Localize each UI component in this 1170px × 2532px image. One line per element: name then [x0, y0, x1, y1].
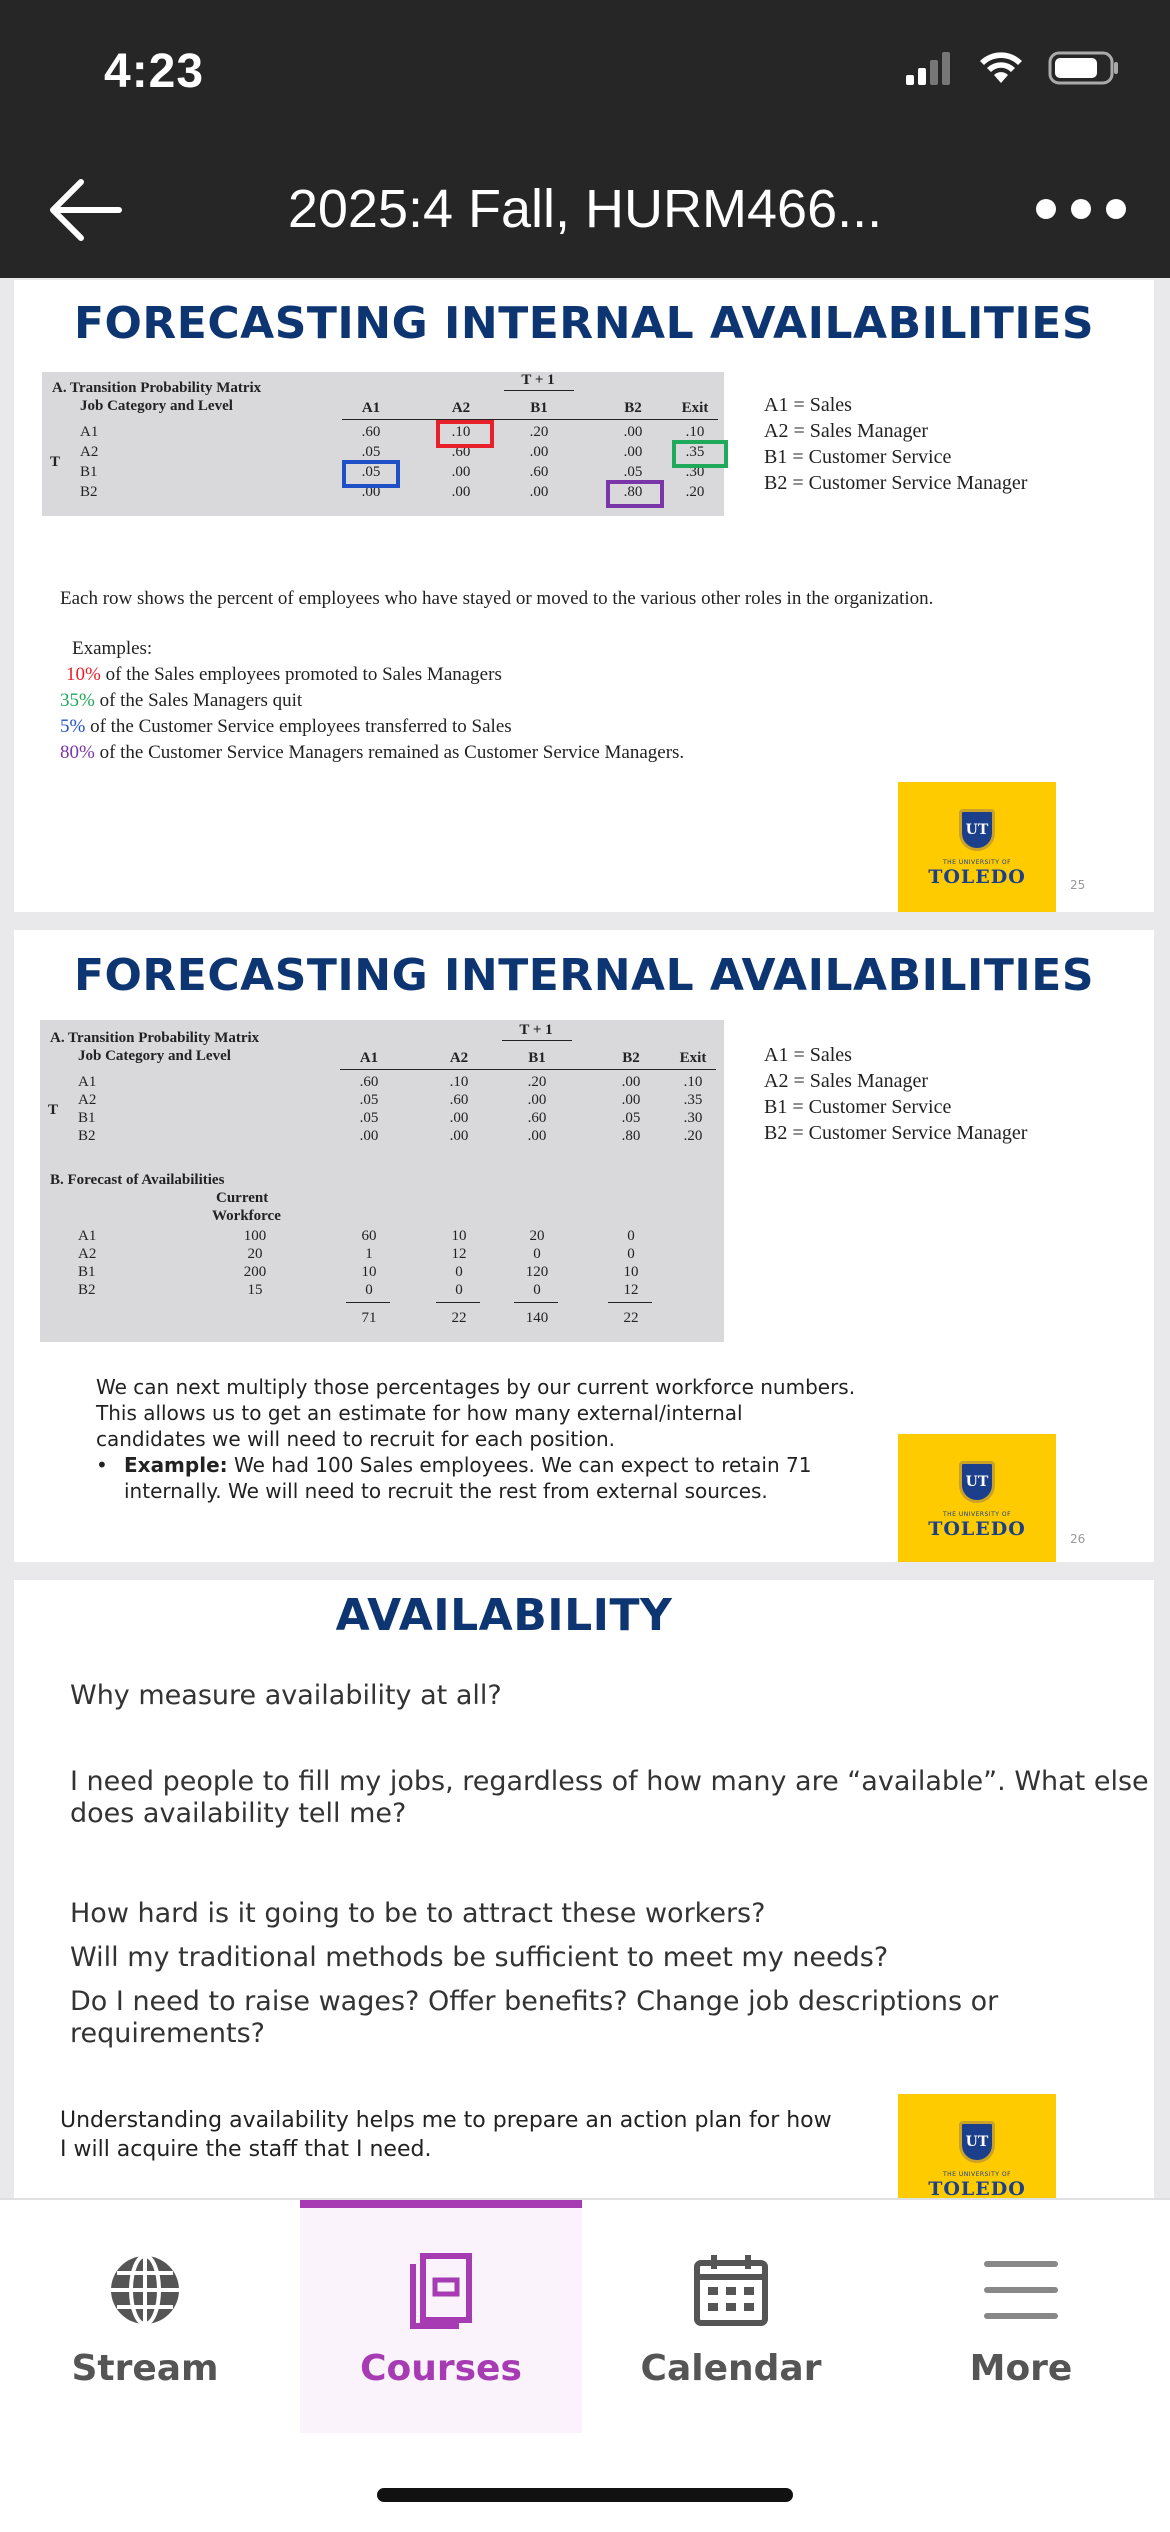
- highlight-box-green: [672, 440, 728, 468]
- highlight-box-blue: [342, 460, 400, 488]
- status-icons: [904, 50, 1120, 86]
- example-text: of the Sales employees promoted to Sales Managers: [100, 664, 502, 685]
- matrix-cell: .80: [623, 484, 643, 500]
- globe-icon: [106, 2251, 184, 2329]
- matrix-cell: .00: [623, 444, 643, 460]
- matrix-cell: .20: [527, 1074, 547, 1090]
- wifi-icon: [978, 51, 1024, 85]
- matrix-cell: .30: [683, 1110, 703, 1126]
- bottom-tab-bar: [0, 2198, 1170, 2532]
- matrix-sub-label: Job Category and Level: [78, 1048, 231, 1064]
- row-label: B2: [78, 1128, 96, 1144]
- matrix-cell: .20: [685, 484, 705, 500]
- shield-icon: UT: [959, 809, 995, 851]
- question-line: does availability tell me?: [70, 1798, 407, 1829]
- matrix-cell: .60: [527, 1110, 547, 1126]
- tab-icon-wrap: [409, 2250, 473, 2330]
- bullet-bold: Example:: [124, 1453, 228, 1477]
- slide-description: Each row shows the percent of employees who have stayed or moved to the various other roles in the organization.: [60, 588, 934, 609]
- row-label: B1: [78, 1264, 96, 1280]
- divider: [608, 1302, 652, 1303]
- matrix-cell: .10: [449, 1074, 469, 1090]
- bullet-icon: •: [96, 1453, 108, 1477]
- body-line: This allows us to get an estimate for how many external/internal: [96, 1401, 743, 1425]
- legend-item: A2 = Sales Manager: [764, 1070, 929, 1092]
- example-line: [60, 740, 684, 766]
- row-label: A1: [78, 1074, 97, 1090]
- forecast-cell: 12: [451, 1246, 467, 1262]
- forecast-cell: 12: [623, 1282, 639, 1298]
- slide-footer-text: [60, 2106, 832, 2164]
- status-bar: [0, 0, 1170, 140]
- logo-small-text: THE UNIVERSITY OF: [942, 858, 1012, 866]
- question-line: requirements?: [70, 2018, 265, 2049]
- body-line: candidates we will need to recruit for each position.: [96, 1427, 615, 1451]
- slide-title: AVAILABILITY: [335, 1590, 673, 1641]
- matrix-cell: .00: [527, 1092, 547, 1108]
- legend-item: B1 = Customer Service: [764, 1096, 952, 1118]
- col-header: Exit: [681, 400, 709, 416]
- dot-icon: [1106, 199, 1126, 219]
- matrix-section-label: A. Transition Probability Matrix: [52, 380, 262, 396]
- matrix-cell: .30: [685, 464, 705, 480]
- example-text: of the Customer Service Managers remained as Customer Service Managers.: [94, 742, 685, 763]
- row-label: A2: [78, 1092, 97, 1108]
- workforce-cell: 100: [243, 1228, 267, 1244]
- question: [70, 1986, 998, 2050]
- matrix-cell: .20: [529, 424, 549, 440]
- transition-matrix: [40, 1020, 724, 1342]
- document-viewer[interactable]: [0, 278, 1170, 2198]
- matrix-cell: .05: [359, 1110, 379, 1126]
- example-line: [66, 662, 502, 688]
- divider: [436, 1302, 480, 1303]
- question: Why measure availability at all?: [70, 1680, 502, 1711]
- matrix-cell: .80: [621, 1128, 641, 1144]
- tab-more[interactable]: [880, 2200, 1162, 2433]
- tab-stream[interactable]: [4, 2200, 286, 2433]
- highlight-box-red: [436, 420, 494, 448]
- legend-item: B1 = Customer Service: [764, 446, 952, 468]
- tab-label: Calendar: [640, 2348, 822, 2389]
- question: How hard is it going to be to attract these workers?: [70, 1898, 766, 1929]
- matrix-cell: .60: [449, 1092, 469, 1108]
- tab-courses[interactable]: [300, 2200, 582, 2433]
- legend-item: B2 = Customer Service Manager: [764, 472, 1028, 494]
- t-label: T: [48, 1102, 59, 1118]
- row-label: B1: [78, 1110, 96, 1126]
- col-header: B1: [530, 400, 548, 416]
- slide-title: FORECASTING INTERNAL AVAILABILITIES: [73, 950, 1095, 1001]
- matrix-cell: .10: [685, 424, 705, 440]
- matrix-cell: .35: [683, 1092, 703, 1108]
- status-time: 4:23: [104, 45, 205, 98]
- question: Will my traditional methods be sufficient to meet my needs?: [70, 1942, 889, 1973]
- transition-matrix: [42, 372, 724, 516]
- forecast-cell: 10: [361, 1264, 377, 1280]
- forecast-cell: 60: [361, 1228, 377, 1244]
- dot-icon: [1071, 199, 1091, 219]
- logo-big-text: TOLEDO: [928, 1517, 1026, 1540]
- legend-item: A1 = Sales: [764, 1044, 852, 1066]
- forecast-cell: 10: [623, 1264, 639, 1280]
- matrix-section-label: A. Transition Probability Matrix: [50, 1030, 260, 1046]
- logo-big-text: TOLEDO: [928, 865, 1026, 888]
- university-logo: [898, 1434, 1056, 1562]
- matrix-cell: .00: [451, 464, 471, 480]
- row-label: A2: [80, 444, 99, 460]
- forecast-cell: 10: [451, 1228, 467, 1244]
- matrix-cell: .00: [529, 444, 549, 460]
- divider: [346, 1302, 390, 1303]
- matrix-cell: .00: [451, 484, 471, 500]
- body-line: We can next multiply those percentages by our current workforce numbers.: [96, 1375, 856, 1399]
- example-pct: 5%: [60, 716, 86, 737]
- footer-line: Understanding availability helps me to prepare an action plan for how: [60, 2108, 832, 2133]
- matrix-cell: .05: [621, 1110, 641, 1126]
- forecast-cell: 1: [365, 1246, 373, 1262]
- question-line: Do I need to raise wages? Offer benefits? Change job descriptions or: [70, 1986, 999, 2017]
- col-header: A1: [359, 1050, 379, 1066]
- t-plus-1-label: T + 1: [521, 372, 555, 388]
- matrix-cell: .05: [361, 444, 381, 460]
- matrix-cell: .35: [685, 444, 705, 460]
- logo-big-text: TOLEDO: [928, 2177, 1026, 2198]
- col-header: B2: [622, 1050, 640, 1066]
- tab-label: Stream: [71, 2348, 219, 2389]
- matrix-sub-label: Job Category and Level: [80, 398, 233, 414]
- matrix-cell: .00: [621, 1074, 641, 1090]
- bullet-item: [96, 1452, 855, 1504]
- matrix-cell: .60: [361, 424, 381, 440]
- matrix-cell: .00: [359, 1128, 379, 1144]
- tab-label: Courses: [360, 2348, 522, 2389]
- example-pct: 10%: [66, 664, 101, 685]
- matrix-cell: .10: [683, 1074, 703, 1090]
- matrix-cell: .00: [449, 1110, 469, 1126]
- back-button[interactable]: [40, 170, 130, 250]
- matrix-cell: .20: [683, 1128, 703, 1144]
- examples-heading: Examples:: [72, 638, 153, 659]
- example-pct: 35%: [60, 690, 95, 711]
- forecast-cell: 0: [627, 1228, 635, 1244]
- nav-bar: [0, 140, 1170, 278]
- t-plus-1-label: T + 1: [519, 1022, 553, 1038]
- divider: [342, 419, 718, 420]
- forecast-cell: 0: [455, 1264, 463, 1280]
- matrix-cell: .05: [359, 1092, 379, 1108]
- forecast-cell: 0: [627, 1246, 635, 1262]
- t-label: T: [50, 454, 61, 470]
- workforce-cell: 200: [243, 1264, 267, 1280]
- col-header: B1: [528, 1050, 546, 1066]
- legend: [764, 392, 1027, 496]
- university-logo: [898, 2094, 1056, 2198]
- question: [70, 1766, 1150, 1830]
- matrix-cell: .00: [621, 1092, 641, 1108]
- footer-line: I will acquire the staff that I need.: [60, 2137, 432, 2162]
- matrix-cell: .60: [359, 1074, 379, 1090]
- battery-icon: [1048, 50, 1120, 86]
- col-header: A2: [449, 1050, 469, 1066]
- divider: [502, 1040, 572, 1041]
- matrix-cell: .00: [361, 484, 381, 500]
- shield-icon: UT: [959, 1461, 995, 1503]
- bullet-text: internally. We will need to recruit the rest from external sources.: [124, 1479, 768, 1503]
- page-number: 25: [1070, 878, 1086, 892]
- highlight-box-purple: [606, 480, 664, 508]
- university-logo: [898, 782, 1056, 912]
- forecast-cell: 0: [455, 1282, 463, 1298]
- legend: [764, 1042, 1027, 1146]
- workforce-label: Current: [216, 1190, 269, 1206]
- forecast-cell: 0: [533, 1246, 541, 1262]
- matrix-cell: .05: [623, 464, 643, 480]
- slide-body: [96, 1374, 855, 1504]
- slide-25: [14, 280, 1154, 912]
- workforce-cell: 20: [247, 1246, 263, 1262]
- forecast-cell: 120: [525, 1264, 549, 1280]
- bullet-text: We had 100 Sales employees. We can expect to retain 71: [227, 1453, 812, 1477]
- workforce-label: Workforce: [212, 1208, 281, 1224]
- col-header: B2: [624, 400, 642, 416]
- matrix-cell: .10: [451, 424, 471, 440]
- row-label: A1: [78, 1228, 97, 1244]
- logo-small-text: THE UNIVERSITY OF: [942, 2170, 1012, 2178]
- slide-26: [14, 930, 1154, 1562]
- col-header: A1: [361, 400, 381, 416]
- courses-icon: [409, 2250, 473, 2330]
- menu-icon: [983, 2258, 1059, 2322]
- question-line: I need people to fill my jobs, regardless of how many are “available”. What else: [70, 1766, 1149, 1797]
- example-pct: 80%: [60, 742, 95, 763]
- more-options-button[interactable]: [1036, 184, 1126, 234]
- divider: [340, 1069, 716, 1070]
- row-label: B2: [78, 1282, 96, 1298]
- example-line: [60, 688, 302, 714]
- matrix-cell: .00: [529, 484, 549, 500]
- tab-label: More: [969, 2348, 1073, 2389]
- back-arrow-icon: [47, 178, 123, 242]
- nav-title: 2025:4 Fall, HURM466...: [287, 179, 883, 239]
- shield-icon: UT: [959, 2121, 995, 2163]
- divider: [504, 390, 574, 391]
- row-label: B2: [80, 484, 98, 500]
- dot-icon: [1036, 199, 1056, 219]
- forecast-section-label: B. Forecast of Availabilities: [50, 1172, 225, 1188]
- row-label: B1: [80, 464, 98, 480]
- col-header: A2: [451, 400, 471, 416]
- matrix-cell: .60: [451, 444, 471, 460]
- total-cell: 140: [525, 1310, 549, 1326]
- total-cell: 22: [451, 1310, 467, 1326]
- tab-icon-wrap: [983, 2250, 1059, 2330]
- tab-calendar[interactable]: [590, 2200, 872, 2433]
- home-indicator[interactable]: [377, 2488, 793, 2502]
- example-text: of the Customer Service employees transferred to Sales: [85, 716, 512, 737]
- slide-27: [14, 1580, 1154, 2198]
- page-number: 26: [1070, 1532, 1086, 1546]
- cellular-signal-icon: [904, 51, 954, 85]
- legend-item: B2 = Customer Service Manager: [764, 1122, 1028, 1144]
- row-label: A2: [78, 1246, 97, 1262]
- total-cell: 71: [361, 1310, 377, 1326]
- forecast-cell: 20: [529, 1228, 545, 1244]
- workforce-cell: 15: [247, 1282, 263, 1298]
- logo-small-text: THE UNIVERSITY OF: [942, 1510, 1012, 1518]
- calendar-icon: [692, 2251, 770, 2329]
- matrix-cell: .05: [361, 464, 381, 480]
- tab-icon-wrap: [692, 2250, 770, 2330]
- matrix-cell: .00: [449, 1128, 469, 1144]
- col-header: Exit: [679, 1050, 707, 1066]
- row-label: A1: [80, 424, 99, 440]
- legend-item: A1 = Sales: [764, 394, 852, 416]
- matrix-cell: .00: [527, 1128, 547, 1144]
- divider: [514, 1302, 558, 1303]
- forecast-cell: 0: [533, 1282, 541, 1298]
- matrix-cell: .60: [529, 464, 549, 480]
- example-line: [60, 714, 512, 740]
- matrix-cell: .00: [623, 424, 643, 440]
- example-text: of the Sales Managers quit: [94, 690, 303, 711]
- total-cell: 22: [623, 1310, 639, 1326]
- forecast-cell: 0: [365, 1282, 373, 1298]
- legend-item: A2 = Sales Manager: [764, 420, 929, 442]
- tab-icon-wrap: [106, 2250, 184, 2330]
- slide-title: FORECASTING INTERNAL AVAILABILITIES: [73, 298, 1095, 349]
